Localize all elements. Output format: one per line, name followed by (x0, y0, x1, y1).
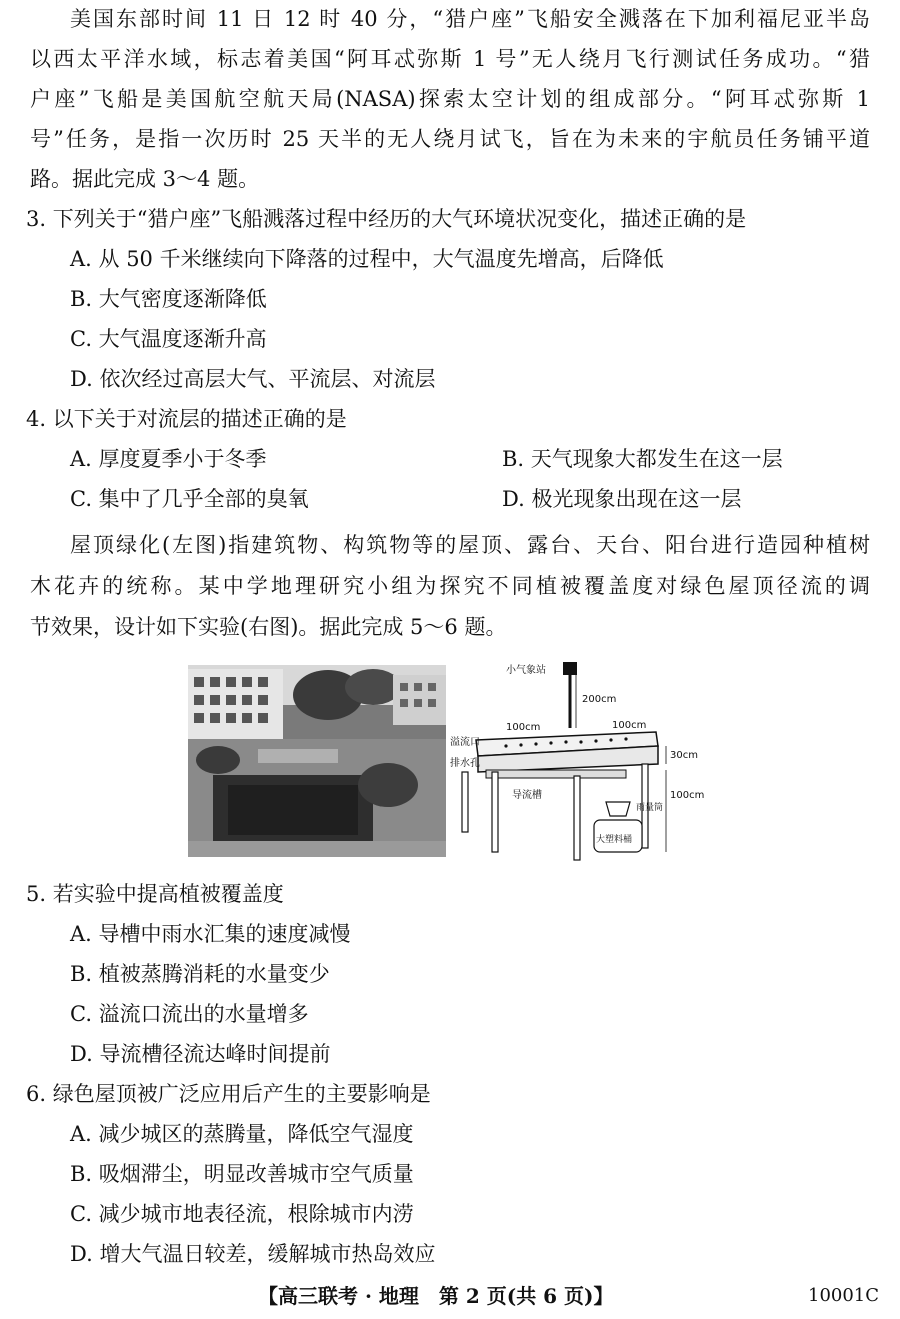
label-plastic-bucket: 大塑料桶 (596, 835, 633, 845)
q6-option-d: D. 增大气温日较差，缓解城市热岛效应 (70, 1242, 436, 1266)
q5-option-d: D. 导流槽径流达峰时间提前 (70, 1042, 331, 1066)
intro1-line-3: 户座”飞船是美国航空航天局(NASA)探索太空计划的组成部分。“阿耳忒弥斯 1 (30, 87, 870, 111)
intro1-line-1: 美国东部时间 11 日 12 时 40 分，“猎户座”飞船安全溅落在下加利福尼亚半岛 (70, 7, 870, 31)
label-200cm: 200cm (582, 694, 617, 705)
label-drain-hole: 排水孔 (450, 758, 480, 769)
q4-stem: 4. 以下关于对流层的描述正确的是 (26, 407, 347, 431)
intro2-line-2: 木花卉的统称。某中学地理研究小组为探究不同植被覆盖度对绿色屋顶径流的调 (30, 574, 870, 598)
intro2-line-3: 节效果，设计如下实验(右图)。据此完成 5～6 题。 (30, 615, 507, 639)
q3-option-d: D. 依次经过高层大气、平流层、对流层 (70, 367, 436, 391)
intro1-line-4: 号”任务，是指一次历时 25 天半的无人绕月试飞，旨在为未来的宇航员任务铺平道 (30, 127, 870, 151)
label-100cm-right: 100cm (612, 720, 647, 731)
q3-stem: 3. 下列关于“猎户座”飞船溅落过程中经历的大气环境状况变化，描述正确的是 (26, 207, 747, 231)
experiment-diagram (446, 660, 716, 864)
page-footer-code: 10001C (808, 1285, 880, 1306)
q6-option-a: A. 减少城区的蒸腾量，降低空气湿度 (70, 1122, 414, 1146)
q4-option-c: C. 集中了几乎全部的臭氧 (70, 487, 309, 511)
label-100cm-left: 100cm (506, 722, 541, 733)
q3-option-c: C. 大气温度逐渐升高 (70, 327, 267, 351)
label-rain-gauge: 雨量筒 (636, 803, 664, 813)
q4-option-b: B. 天气现象大都发生在这一层 (502, 447, 783, 471)
q5-option-c: C. 溢流口流出的水量增多 (70, 1002, 309, 1026)
q5-option-a: A. 导槽中雨水汇集的速度减慢 (70, 922, 351, 946)
q4-option-a: A. 厚度夏季小于冬季 (70, 447, 267, 471)
q3-option-b: B. 大气密度逐渐降低 (70, 287, 267, 311)
label-weather-station: 小气象站 (506, 665, 546, 676)
label-30cm: 30cm (670, 750, 698, 761)
page-footer-label: 【高三联考 · 地理 第 2 页(共 6 页)】 (258, 1284, 614, 1308)
intro1-line-2: 以西太平洋水域，标志着美国“阿耳忒弥斯 1 号”无人绕月飞行测试任务成功。“猎 (30, 47, 870, 71)
q5-stem: 5. 若实验中提高植被覆盖度 (26, 882, 284, 906)
q4-option-d: D. 极光现象出现在这一层 (502, 487, 742, 511)
intro2-line-1: 屋顶绿化(左图)指建筑物、构筑物等的屋顶、露台、天台、阳台进行造园种植树 (70, 533, 870, 557)
rooftop-garden-photo (188, 665, 446, 857)
label-drainage-channel: 导流槽 (512, 790, 542, 801)
label-100cm-height: 100cm (670, 790, 705, 801)
q6-option-c: C. 减少城市地表径流，根除城市内涝 (70, 1202, 414, 1226)
weather-station-box (563, 662, 577, 675)
q6-stem: 6. 绿色屋顶被广泛应用后产生的主要影响是 (26, 1082, 431, 1106)
rain-gauge-funnel (606, 802, 630, 816)
q6-option-b: B. 吸烟滞尘，明显改善城市空气质量 (70, 1162, 414, 1186)
q5-option-b: B. 植被蒸腾消耗的水量变少 (70, 962, 330, 986)
label-overflow-outlet: 溢流口 (450, 737, 480, 748)
q3-option-a: A. 从 50 千米继续向下降落的过程中，大气温度先增高，后降低 (70, 247, 664, 271)
intro1-line-5: 路。据此完成 3～4 题。 (30, 167, 260, 191)
